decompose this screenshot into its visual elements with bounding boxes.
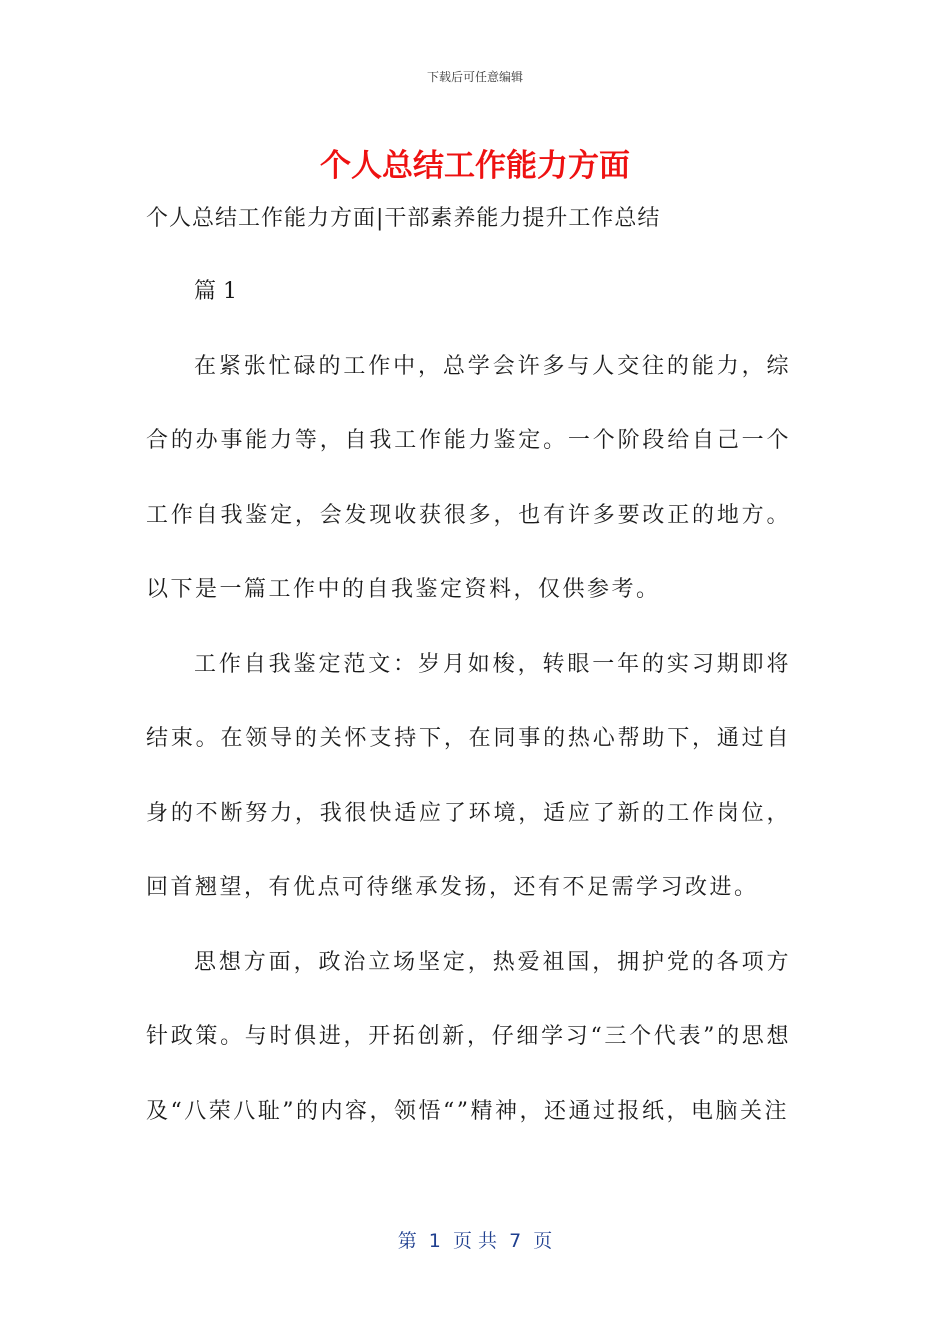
paragraph: 工作自我鉴定范文：岁月如梭，转眼一年的实习期即将结束。在领导的关怀支持下，在同事的热心帮助下，通过自身的不断努力，我很快适应了环境，适应了新的工作岗位，回首翘望，有优点可待继承发扬，还有不足需学习改进。 <box>146 651 791 900</box>
paragraph: 在紧张忙碌的工作中，总学会许多与人交往的能力，综合的办事能力等，自我工作能力鉴定。一个阶段给自己一个工作自我鉴定，会发现收获很多，也有许多要改正的地方。以下是一篇工作中的自我鉴定资料，仅供参考。 <box>146 353 791 602</box>
document-body <box>146 196 791 1149</box>
page-footer: 第 1 页 共 7 页 <box>397 1230 553 1252</box>
section-label: 篇 1 <box>194 279 237 304</box>
document-subtitle: 个人总结工作能力方面|干部素养能力提升工作总结 <box>146 206 661 231</box>
header-note: 下载后可任意编辑 <box>426 70 523 84</box>
paragraph: 思想方面，政治立场坚定，热爱祖国，拥护党的各项方针政策。与时俱进，开拓创新，仔细学习“三个代表”的思想及“八荣八耻”的内容，领悟“”精神，还通过报纸，电脑关注 <box>146 949 791 1124</box>
document-title: 个人总结工作能力方面 <box>320 148 630 184</box>
